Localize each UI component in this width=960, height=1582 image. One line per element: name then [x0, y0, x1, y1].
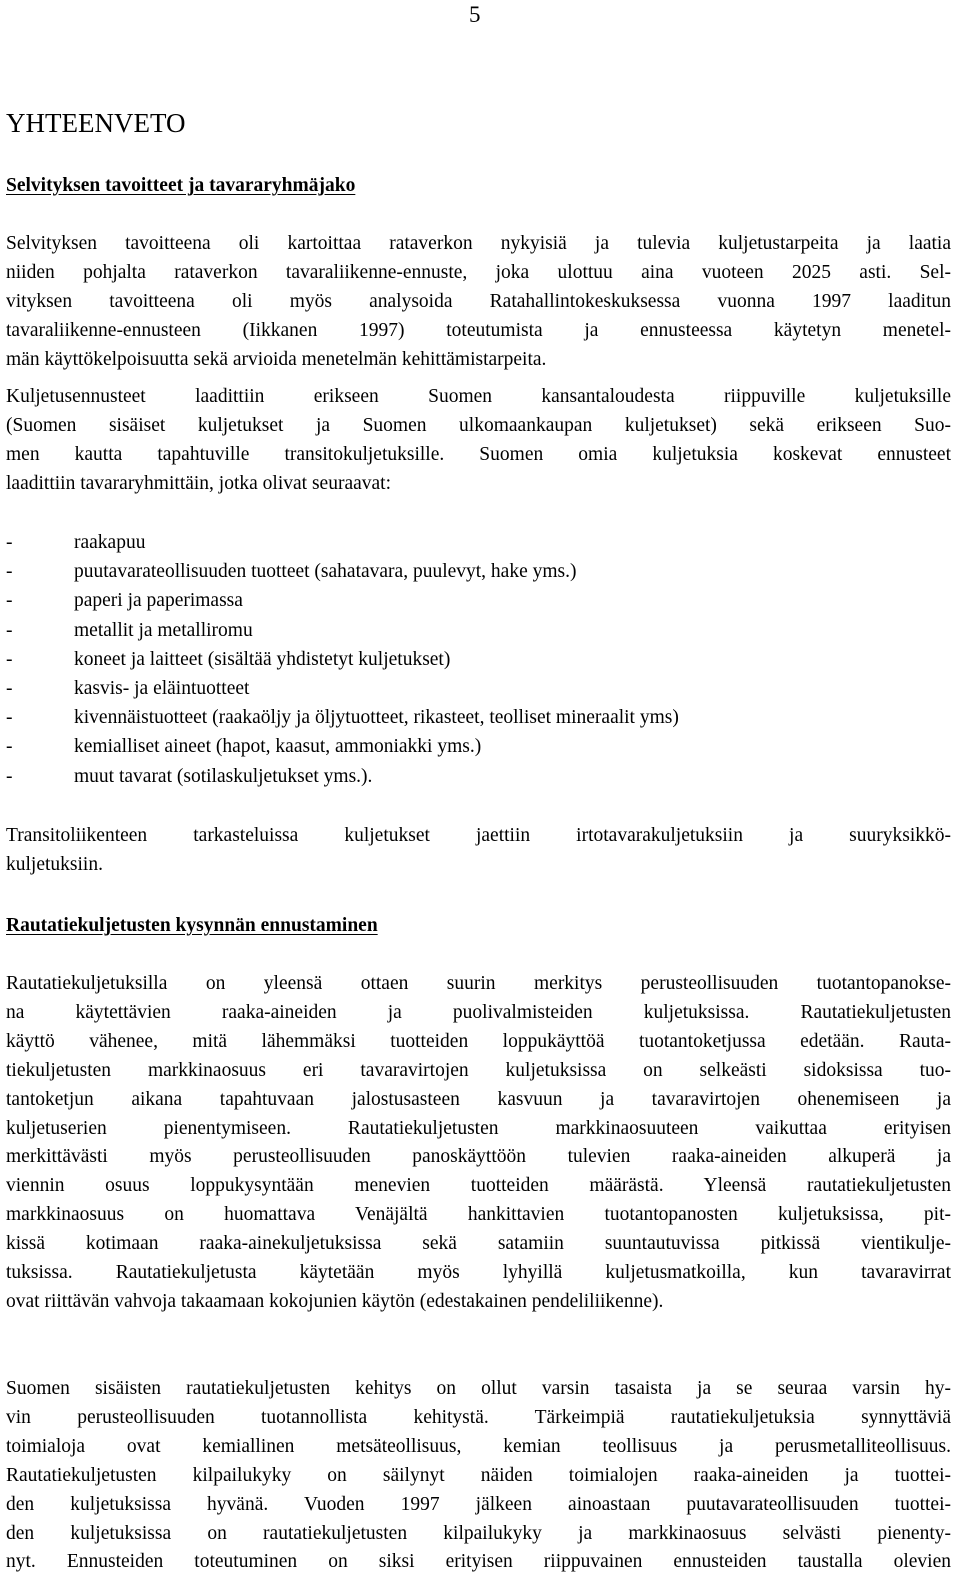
list-item — [6, 645, 951, 674]
text-line: käyttö vähenee, mitä lähemmäksi tuotteiden loppukäyttöä tuotantoketjussa edetään. Rauta- — [6, 1030, 951, 1052]
commodity-group-list — [6, 528, 951, 791]
paragraph-transit — [6, 822, 951, 880]
list-dash: - — [6, 648, 13, 670]
list-item-text: paperi ja paperimassa — [74, 590, 243, 612]
text-line: Rautatiekuljetusten kilpailukyky on säilynyt näiden toimialojen raaka-aineiden ja tuottei- — [6, 1464, 951, 1486]
list-item — [6, 762, 951, 791]
list-dash: - — [6, 707, 13, 729]
list-dash: - — [6, 736, 13, 758]
list-item — [6, 586, 951, 615]
list-item — [6, 732, 951, 761]
page-number: 5 — [469, 2, 481, 27]
section-heading-rail-demand: Rautatiekuljetusten kysynnän ennustaminen — [6, 915, 378, 936]
text-line: Transitoliikenteen tarkasteluissa kuljetukset jaettiin irtotavarakuljetuksiin ja suuryksikkö- — [6, 825, 951, 846]
text-line: män käyttökelpoisuutta sekä arvioida menetelmän kehittämistarpeita. — [6, 348, 547, 370]
text-line: den kuljetuksissa on rautatiekuljetusten kilpailukyky ja markkinaosuus selvästi pienenty- — [6, 1522, 951, 1544]
text-line: kissä kotimaan raaka-ainekuljetuksissa sekä satamiin suuntautuvissa pitkissä vientikulje- — [6, 1233, 951, 1255]
list-item-text: kasvis- ja eläintuotteet — [74, 678, 250, 700]
list-dash: - — [6, 532, 13, 553]
list-item-text: raakapuu — [74, 532, 146, 553]
list-item — [6, 616, 951, 645]
list-item-text: kivennäistuotteet (raakaöljy ja öljytuotteet, rikasteet, teolliset mineraalit yms) — [74, 707, 679, 729]
text-line: ovat riittävän vahvoja takaamaan kokojunien käytön (edestakainen pendeliliikenne). — [6, 1290, 664, 1312]
text-line: tavaraliikenne-ennusteen (Iikkanen 1997) toteutumista ja ennusteessa käytetyn menetel- — [6, 319, 951, 341]
list-item-text: metallit ja metalliromu — [74, 619, 253, 641]
text-line: nyt. Ennusteiden toteutuminen on siksi erityisen riippuvainen ennusteiden taustalla olevien — [6, 1551, 951, 1573]
text-line: tantoketjun aikana tapahtuvaan jalostusasteen kasvuun ja tavaravirtojen ohenemiseen ja — [6, 1088, 951, 1110]
text-line: kuljetuksiin. — [6, 853, 103, 875]
list-item — [6, 703, 951, 732]
text-line: tuksissa. Rautatiekuljetusta käytetään myös lyhyillä kuljetusmatkoilla, kun tavaravirrat — [6, 1262, 951, 1284]
text-line: vin perusteollisuuden tuotannollista kehitystä. Tärkeimpiä rautatiekuljetuksia synnyttäviä — [6, 1406, 951, 1428]
paragraph-rail-demand — [6, 970, 951, 1317]
paragraph-objectives — [6, 230, 951, 375]
text-line: kuljetuserien pienentymiseen. Rautatiekuljetusten markkinaosuuteen vaikuttaa erityisen — [6, 1117, 951, 1139]
text-line: men kautta tapahtuville transitokuljetuksille. Suomen omia kuljetuksia koskevat ennusteet — [6, 443, 951, 465]
text-line: na käytettävien raaka-aineiden ja puolivalmisteiden kuljetuksissa. Rautatiekuljetusten — [6, 1001, 951, 1023]
list-dash: - — [6, 678, 13, 700]
list-dash: - — [6, 590, 13, 612]
document-title: YHTEENVETO — [6, 108, 186, 138]
list-dash: - — [6, 619, 13, 641]
list-item — [6, 674, 951, 703]
text-line: Kuljetusennusteet laadittiin erikseen Suomen kansantaloudesta riippuville kuljetuksille — [6, 386, 951, 407]
text-line: markkinaosuus on huomattava Venäjältä hankittavien tuotantopanosten kuljetuksissa, pit- — [6, 1204, 951, 1226]
list-item — [6, 557, 951, 586]
paragraph-domestic-rail — [6, 1375, 951, 1577]
list-dash: - — [6, 765, 13, 787]
text-line: viennin osuus loppukysyntään menevien tuotteiden määrästä. Yleensä rautatiekuljetusten — [6, 1175, 951, 1197]
list-item-text: kemialliset aineet (hapot, kaasut, ammoniakki yms.) — [74, 736, 482, 758]
text-line: laadittiin tavararyhmittäin, jotka olivat seuraavat: — [6, 472, 391, 494]
list-item-text: puutavarateollisuuden tuotteet (sahatavara, puulevyt, hake yms.) — [74, 561, 577, 583]
text-line: Selvityksen tavoitteena oli kartoittaa rataverkon nykyisiä ja tulevia kuljetustarpeita ja laatia — [6, 233, 951, 254]
list-item-text: koneet ja laitteet (sisältää yhdistetyt kuljetukset) — [74, 648, 451, 670]
text-line: toimialoja ovat kemiallinen metsäteollisuus, kemian teollisuus ja perusmetalliteollisuus. — [6, 1435, 951, 1457]
text-line: niiden pohjalta rataverkon tavaraliikenne-ennuste, joka ulottuu aina vuoteen 2025 asti. Sel- — [6, 261, 951, 283]
list-item-text: muut tavarat (sotilaskuljetukset yms.). — [74, 765, 373, 787]
list-item — [6, 528, 951, 557]
section-heading-objectives: Selvityksen tavoitteet ja tavararyhmäjako — [6, 175, 356, 196]
paragraph-forecast-method — [6, 383, 951, 499]
list-dash: - — [6, 561, 13, 583]
text-line: vityksen tavoitteena oli myös analysoida Ratahallintokeskuksessa vuonna 1997 laaditun — [6, 290, 951, 312]
text-line: (Suomen sisäiset kuljetukset ja Suomen ulkomaankaupan kuljetukset) sekä erikseen Suo- — [6, 414, 951, 436]
text-line: tiekuljetusten markkinaosuus eri tavaravirtojen kuljetuksissa on selkeästi sidoksissa tuo- — [6, 1059, 951, 1081]
text-line: merkittävästi myös perusteollisuuden panoskäyttöön tulevien raaka-aineiden alkuperä ja — [6, 1146, 951, 1168]
text-line: Suomen sisäisten rautatiekuljetusten kehitys on ollut varsin tasaista ja se seuraa varsin hy- — [6, 1378, 951, 1399]
text-line: Rautatiekuljetuksilla on yleensä ottaen suurin merkitys perusteollisuuden tuotantopanokse- — [6, 973, 951, 994]
text-line: den kuljetuksissa hyvänä. Vuoden 1997 jälkeen ainoastaan puutavarateollisuuden tuottei- — [6, 1493, 951, 1515]
